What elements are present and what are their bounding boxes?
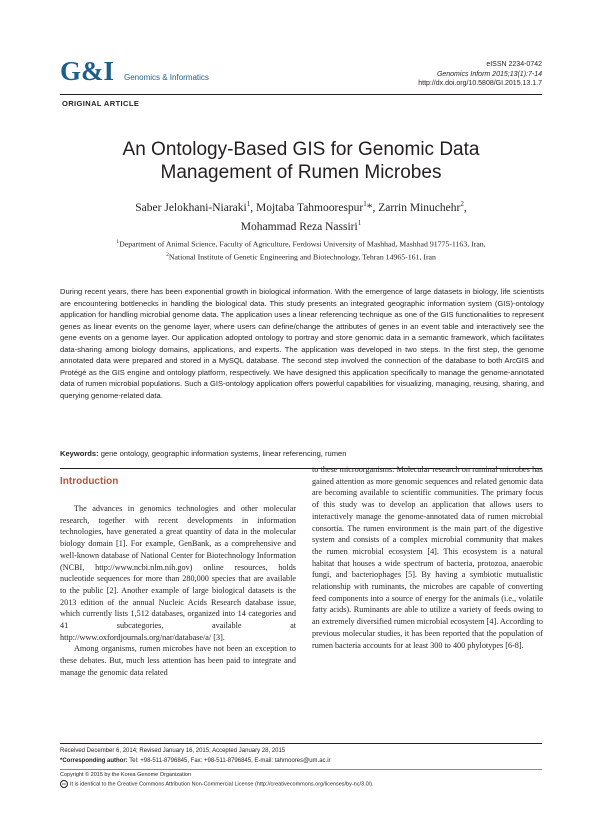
footer-divider: [60, 743, 542, 744]
body-column-left: [60, 503, 296, 679]
article-type: ORIGINAL ARTICLE: [62, 99, 140, 108]
body-column-right: [312, 464, 543, 651]
keywords-text: gene ontology, geographic information systems, linear referencing, rumen: [100, 449, 347, 458]
affiliation: $^1$Department of Animal Science, Faculty of Agriculture, Ferdowsi University of Mashhad, Mashhad 91775-1163, Iran,: [116, 239, 486, 249]
paragraph: to these microorganisms. Molecular research on ruminal microbes has gained attention as more genomic sequences and related genomic data are becoming available to scientific communities. The primary focus of this study was to develop an application that allows users to interactively manage the genome-annotated data of rumen microbial consortia. The rumen environment is the main part of the digestive system and consists of a complex microbial community that makes the rumen microbial ecosystem [4]. This ecosystem is a natural habitat that houses a wide spectrum of bacteria, protozoa, anaerobic fungi, and bacteriophages [5]. By having a symbiotic mutualistic relationship with ruminants, the microbes are capable of converting feed components into a source of energy for the animals (i.e., volatile fatty acids). Ruminants are able to utilize a variety of feeds owing to an extremely diversified rumen microbial ecosystem [4]. According to previous molecular studies, it has been reported that the population of rumen bacteria accounts for at least 300 to 400 phylotypes [6-8].: [312, 465, 543, 650]
title-line: An Ontology-Based GIS for Genomic Data: [122, 139, 480, 160]
abstract: During recent years, there has been exponential growth in biological information. With the emergence of large datasets in biology, life scientists are encountering bottlenecks in handling the biological data. This study presents an integrated geographic information system (GIS)-ontology application for handling microbial genome data. The application uses a linear referencing technique as one of the GIS functionalities to represent genes as linear events on the genome layer, where users can define/change the attributes of genes in an event table and interactively see the gene events on a genome layer. Our application adopted ontology to portray and store genomic data in a semantic framework, which facilitates data-sharing among biology domains, applications, and experts. The application was developed in two steps. In the first step, the genome annotated data were prepared and stored in a MySQL database. The second step involved the connection of the database to both ArcGIS and Protégé as the GIS engine and ontology platform, respectively. We have designed this application specifically to manage the genome-annotated data of rumen microbial populations. Such a GIS-ontology application offers powerful capabilities for visualizing, managing, reusing, sharing, and querying genome-related data.: [60, 287, 544, 400]
title-line: Management of Rumen Microbes: [160, 162, 442, 183]
doi-link[interactable]: http://dx.doi.org/10.5808/GI.2015.13.1.7: [418, 80, 542, 87]
citation: Genomics Inform 2015;13(1):7-14: [436, 70, 542, 78]
received-dates: Received December 6, 2014; Revised January 16, 2015; Accepted January 28, 2015: [60, 748, 286, 754]
license: cc It is identical to the Creative Commons Attribution Non-Commercial License (http://creativecommons.org/licenses/by-nc/3.0/).: [62, 780, 374, 787]
keywords-label: Keywords:: [60, 449, 99, 458]
corresponding-author: *Corresponding author: Tel: +98-511-8796845, Fax: +98-511-8796845, E-mail: tahmoores@um.ac.ir: [60, 758, 331, 764]
eissn: eISSN 2234-0742: [486, 61, 542, 68]
journal-name: Genomics & Informatics: [124, 73, 209, 82]
affiliations: [60, 237, 542, 262]
author-line: Saber Jelokhani-Niaraki$^1$, Mojtaba Tahmoorespur$^1$*, Zarrin Minuchehr$^2$,: [135, 200, 467, 214]
author-list: [60, 197, 542, 235]
footer-divider-thin: [60, 769, 542, 770]
paragraph: Among organisms, rumen microbes have not been an exception to these debates. But, much less attention has been paid to integrate and manage the genomic data related: [60, 644, 296, 677]
author-name: Zarrin Minuchehr: [378, 201, 461, 214]
author-name: Mohammad Reza Nassiri: [240, 220, 358, 233]
keywords: [60, 449, 544, 458]
copyright: Copyright © 2015 by the Korea Genome Organization: [60, 772, 191, 778]
section-heading: Introduction: [60, 476, 119, 487]
author-name: Mojtaba Tahmoorespur: [255, 201, 364, 214]
corresponding-mark: *: [366, 201, 373, 214]
author-line: Mohammad Reza Nassiri$^1$: [240, 218, 362, 233]
copyright-block: [60, 771, 544, 788]
article-title: [60, 138, 542, 184]
journal-meta: [418, 60, 542, 89]
header-divider: [60, 94, 542, 95]
creative-commons-icon: cc: [62, 780, 66, 786]
author-name: Saber Jelokhani-Niaraki: [135, 201, 247, 214]
paragraph: The advances in genomics technologies and other molecular research, together with recent developments in information technologies, have generated a great quantity of data in the molecular biology domain [1]. For example, GenBank, as a comprehensive and well-known database of National Center for Biotechnology Information (NCBI, http://www.ncbi.nlm.nih.gov) online resources, holds nucleotide sequences for more than 280,000 species that are available to the public [2]. Another example of large biological datasets is the 2013 edition of the annual Nucleic Acids Research database issue, which currently lists 1,512 databases, organized into 14 categories and 41 subcategories, available at http://www.oxfordjournals.org/nar/database/a/ [3].: [60, 504, 296, 642]
affiliation: $^2$National Institute of Genetic Engineering and Biotechnology, Tehran 14965-161, Iran: [166, 251, 436, 262]
journal-logo: G&I: [60, 56, 114, 86]
